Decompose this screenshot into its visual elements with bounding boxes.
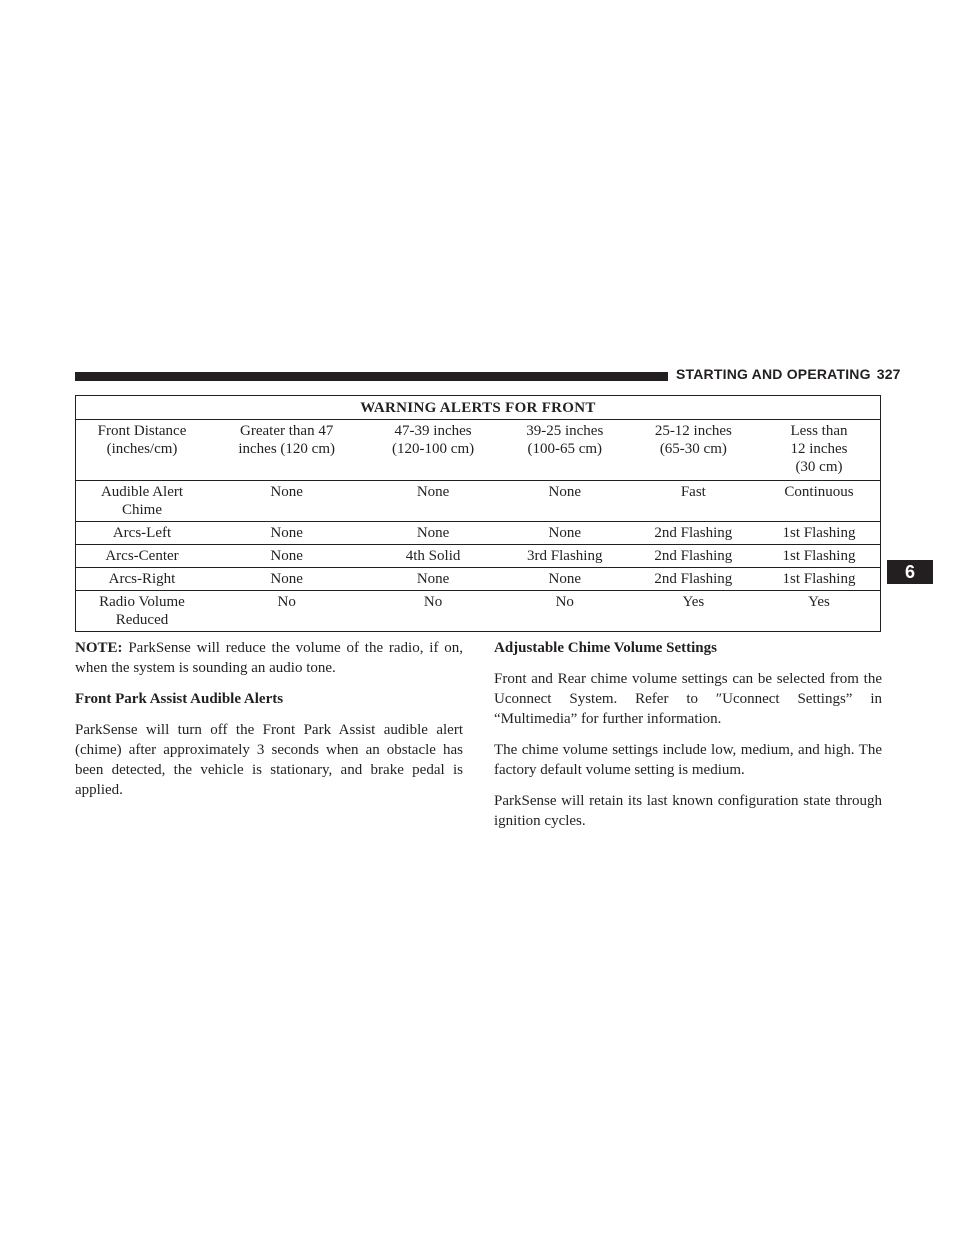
left-column (75, 638, 463, 811)
section-title: STARTING AND OPERATING (676, 366, 871, 382)
table-row (76, 522, 881, 545)
section-heading: Adjustable Chime Volume Settings (494, 640, 717, 656)
table-cell: None (548, 484, 582, 500)
right-column (494, 638, 882, 842)
table-row (76, 568, 881, 591)
table-row (76, 481, 881, 522)
body-paragraph: ParkSense will retain its last known configuration state through ignition cycles. (494, 793, 882, 829)
chapter-tab[interactable]: 6 (887, 560, 933, 584)
table-cell: None (548, 571, 582, 587)
table-cell: None (548, 525, 582, 541)
table-cell: 2nd Flashing (654, 548, 733, 564)
header-cell: Less than 12 inches (30 cm) (790, 423, 848, 475)
table-cell: None (270, 484, 303, 500)
table-cell: Continuous (784, 484, 854, 500)
table-title: WARNING ALERTS FOR FRONT (360, 400, 596, 416)
table-header-row (76, 420, 881, 481)
table-cell: 1st Flashing (782, 571, 856, 587)
row-label: Arcs-Center (105, 548, 179, 564)
table-cell: Yes (808, 594, 830, 610)
header-cell: Front Distance (inches/cm) (97, 423, 187, 457)
section-heading: Front Park Assist Audible Alerts (75, 691, 284, 707)
header-cell: 39-25 inches (100-65 cm) (526, 423, 604, 457)
table-cell: None (270, 525, 303, 541)
table-row (76, 545, 881, 568)
table-cell: Yes (682, 594, 705, 610)
header-cell: 25-12 inches (65-30 cm) (654, 423, 732, 457)
body-paragraph: Front and Rear chime volume settings can be selected from the Uconnect System. Refer to ″Uconnect Settings” in “Multimedia” for further information. (494, 671, 882, 727)
body-paragraph: The chime volume settings include low, medium, and high. The factory default volume setting is medium. (494, 742, 882, 778)
table-cell: 3rd Flashing (527, 548, 603, 564)
row-label: Arcs-Left (112, 525, 172, 541)
table-cell: Fast (680, 484, 706, 500)
table-cell: 4th Solid (405, 548, 461, 564)
note-paragraph (75, 638, 463, 678)
table-cell: None (416, 525, 450, 541)
table-cell: 1st Flashing (782, 525, 856, 541)
body-paragraph: ParkSense will turn off the Front Park Assist audible alert (chime) after approximately 3 seconds when an obstacle has been detected, the vehicle is stationary, and brake pedal is applied. (75, 722, 463, 798)
note-label: NOTE: (75, 640, 123, 656)
header-cell: Greater than 47 inches (120 cm) (238, 423, 335, 457)
table-cell: 1st Flashing (782, 548, 856, 564)
table-cell: 2nd Flashing (654, 571, 733, 587)
table-cell: None (416, 571, 450, 587)
table-cell: No (277, 594, 296, 610)
table-row (76, 591, 881, 632)
page-number: 327 (876, 366, 901, 382)
table-cell: 2nd Flashing (654, 525, 733, 541)
table-cell: None (270, 548, 303, 564)
table-cell: No (423, 594, 443, 610)
row-label: Arcs-Right (108, 571, 176, 587)
table-cell: None (270, 571, 303, 587)
warning-alerts-table (75, 395, 881, 632)
running-header (676, 366, 901, 382)
table-cell: No (555, 594, 574, 610)
note-text: ParkSense will reduce the volume of the radio, if on, when the system is sounding an audio tone. (75, 640, 463, 676)
row-label: Radio Volume Reduced (99, 594, 185, 628)
header-rule (75, 372, 668, 381)
row-label: Audible Alert Chime (100, 484, 184, 518)
header-cell: 47-39 inches (120-100 cm) (392, 423, 475, 457)
table-cell: None (416, 484, 450, 500)
